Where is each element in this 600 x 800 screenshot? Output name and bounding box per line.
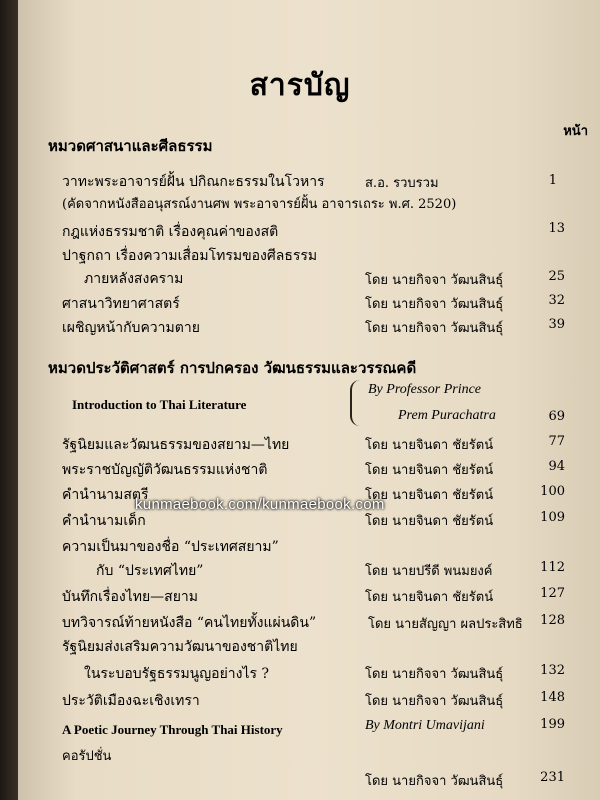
toc-entry-title: เผชิญหน้ากับความตาย [62,320,200,336]
toc-entry-author: By Montri Umavijani [365,718,485,733]
toc-entry-page: 100 [540,484,565,499]
toc-entry-author: โดย นายปรีดี พนมยงค์ [365,564,493,579]
toc-entry-title: คำนำนามเด็ก [62,513,146,529]
page-column-header: หน้า [563,124,588,139]
toc-entry-title: ปาฐกถา เรื่องความเสื่อมโทรมของศีลธรรม [62,248,318,264]
watermark: kunmaebook.com/kunmaebook.com [135,496,385,513]
toc-entry-page: 25 [548,269,565,284]
toc-entry-page: 69 [548,409,565,424]
toc-entry-title: วาทะพระอาจารย์ฝั้น ปกิณกะธรรมในโวหาร [62,174,325,190]
author-brace [350,380,362,426]
toc-entry-page: 77 [548,434,565,449]
toc-entry-author: โดย นายกิจจา วัฒนสินธุ์ [365,774,504,789]
toc-entry-title: บทวิจารณ์ท้ายหนังสือ “คนไทยทั้งแผ่นดิน” [62,615,317,631]
toc-entry-page: 199 [540,717,565,732]
toc-entry-author: โดย นายจินดา ชัยรัตน์ [365,488,494,503]
toc-entry-author: โดย นายกิจจา วัฒนสินธุ์ [365,667,504,682]
toc-entry-page: 94 [548,459,565,474]
toc-entry-page: 112 [540,560,565,575]
toc-entry-author: โดย นายสัญญา ผลประสิทธิ [368,617,523,632]
toc-entry-author: โดย นายกิจจา วัฒนสินธุ์ [365,297,504,312]
toc-entry-title-continued: ในระบอบรัฐธรรมนูญอย่างไร ? [84,666,270,682]
toc-entry-page: 128 [540,613,565,628]
toc-entry-author: โดย นายจินดา ชัยรัตน์ [365,514,494,529]
toc-entry-title-continued: กับ “ประเทศไทย” [96,563,204,579]
toc-entry-title: A Poetic Journey Through Thai History [62,722,283,737]
page-title: สารบัญ [249,68,351,103]
toc-entry-page: 148 [540,690,565,705]
toc-entry-title: คอรัปชั่น [62,749,112,764]
toc-entry-page: 231 [540,770,565,785]
toc-entry-page: 32 [548,293,565,308]
toc-entry-author: By Professor Prince [368,382,482,397]
toc-entry-title-continued: ภายหลังสงคราม [84,271,184,287]
book-gutter-shadow [0,0,18,800]
toc-entry-page: 39 [548,317,565,332]
toc-entry-page: 132 [540,663,565,678]
toc-entry-title: ความเป็นมาของชื่อ “ประเทศสยาม” [62,539,279,555]
toc-entry-author: โดย นายจินดา ชัยรัตน์ [365,590,494,605]
toc-entry-author: ส.อ. รวบรวม [365,176,439,191]
toc-entry-title: ประวัติเมืองฉะเชิงเทรา [62,693,200,709]
toc-entry-title: คำนำนามสตรี [62,487,149,503]
toc-entry-title: Introduction to Thai Literature [72,397,247,412]
section-heading-history: หมวดประวัติศาสตร์ การปกครอง วัฒนธรรมและวรรณคดี [48,359,417,377]
toc-entry-page: 1 [548,173,557,188]
toc-entry-note: (คัดจากหนังสืออนุสรณ์งานศพ พระอาจารย์ฝั้น อาจารเถระ พ.ศ. 2520) [62,197,457,212]
toc-entry-author: โดย นายกิจจา วัฒนสินธุ์ [365,273,504,288]
section-heading-religion: หมวดศาสนาและศีลธรรม [48,137,213,155]
toc-entry-author: โดย นายกิจจา วัฒนสินธุ์ [365,321,504,336]
toc-entry-title: รัฐนิยมและวัฒนธรรมของสยาม—ไทย [62,437,290,453]
toc-entry-page: 127 [540,586,565,601]
toc-entry-title: รัฐนิยมส่งเสริมความวัฒนาของชาติไทย [62,639,298,655]
toc-entry-page: 13 [548,221,565,236]
toc-entry-title: พระราชบัญญัติวัฒนธรรมแห่งชาติ [62,462,268,478]
toc-entry-author: โดย นายจินดา ชัยรัตน์ [365,463,494,478]
toc-entry-page: 109 [540,510,565,525]
toc-entry-title: ศาสนาวิทยาศาสตร์ [62,296,180,312]
toc-entry-title: กฎแห่งธรรมชาติ เรื่องคุณค่าของสติ [62,224,279,240]
toc-entry-author: โดย นายกิจจา วัฒนสินธุ์ [365,694,504,709]
toc-entry-title: บันทึกเรื่องไทย—สยาม [62,589,199,605]
toc-entry-author: โดย นายจินดา ชัยรัตน์ [365,438,494,453]
toc-entry-author-continued: Prem Purachatra [398,408,496,423]
